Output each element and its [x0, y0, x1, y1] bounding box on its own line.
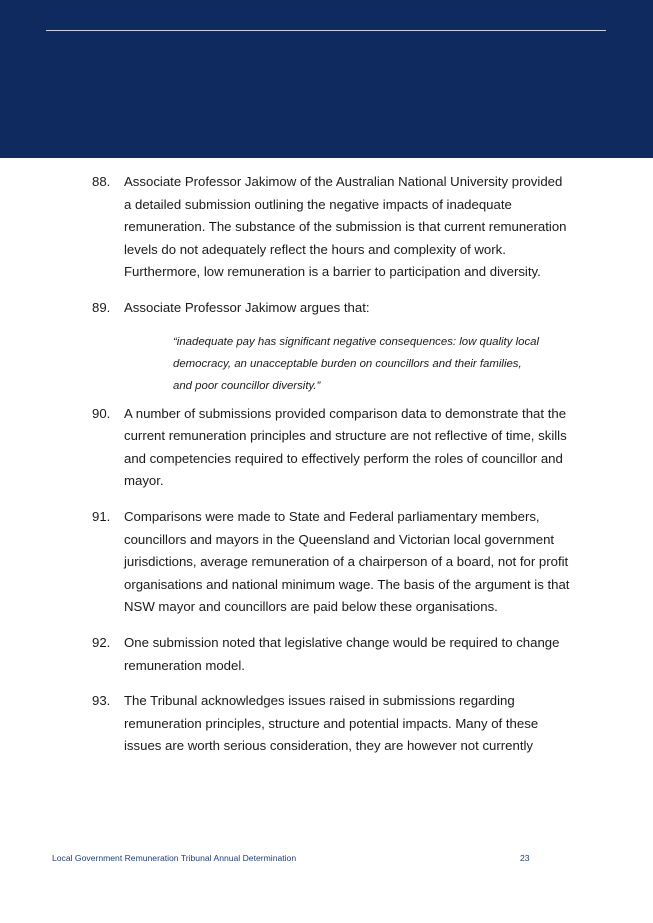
paragraph-92 [92, 632, 572, 677]
block-quote: “inadequate pay has significant negative consequences: low quality local democracy, an unacceptable burden on councillors and their families, and poor councillor diversity.” [173, 335, 540, 392]
header-divider [46, 30, 606, 31]
paragraph-text: A number of submissions provided comparison data to demonstrate that the current remuneration principles and structure are not reflective of time, skills and competencies required to effectively perform the roles of councillor and mayor. [124, 405, 567, 489]
paragraph-93 [92, 690, 572, 758]
document-body [92, 171, 572, 771]
paragraph-number: 90. [92, 405, 111, 421]
paragraph-text: Associate Professor Jakimow argues that: [124, 299, 370, 315]
paragraph-number: 91. [92, 508, 111, 524]
paragraph-text: One submission noted that legislative change would be required to change remuneration model. [124, 634, 560, 673]
paragraph-number: 92. [92, 634, 111, 650]
paragraph-text: The Tribunal acknowledges issues raised in submissions regarding remuneration principles, structure and potential impacts. Many of these issues are worth serious consideration, they are however not currently [124, 693, 539, 754]
paragraph-number: 89. [92, 299, 111, 315]
footer-title: Local Government Remuneration Tribunal Annual Determination [52, 853, 297, 863]
page-number: 23 [520, 853, 530, 863]
paragraph-number: 88. [92, 174, 111, 189]
paragraph-88 [92, 171, 572, 284]
paragraph-89 [92, 297, 572, 320]
paragraph-number: 93. [92, 693, 111, 709]
paragraph-text: Comparisons were made to State and Federal parliamentary members, councillors and mayors in the Queensland and Victorian local government jurisdictions, average remuneration of a chairperson of a board, not for profit organisations and national minimum wage. The basis of the argument is that NSW mayor and councillors are paid below these organisations. [124, 508, 570, 615]
header-band [0, 0, 653, 158]
paragraph-90 [92, 403, 572, 493]
paragraph-text: Associate Professor Jakimow of the Australian National University provided a detailed submission outlining the negative impacts of inadequate remuneration. The substance of the submission is that current remuneration levels do not adequately reflect the hours and complexity of work. Furthermore, low remuneration is a barrier to participation and diversity. [124, 174, 567, 280]
paragraph-91 [92, 506, 572, 619]
